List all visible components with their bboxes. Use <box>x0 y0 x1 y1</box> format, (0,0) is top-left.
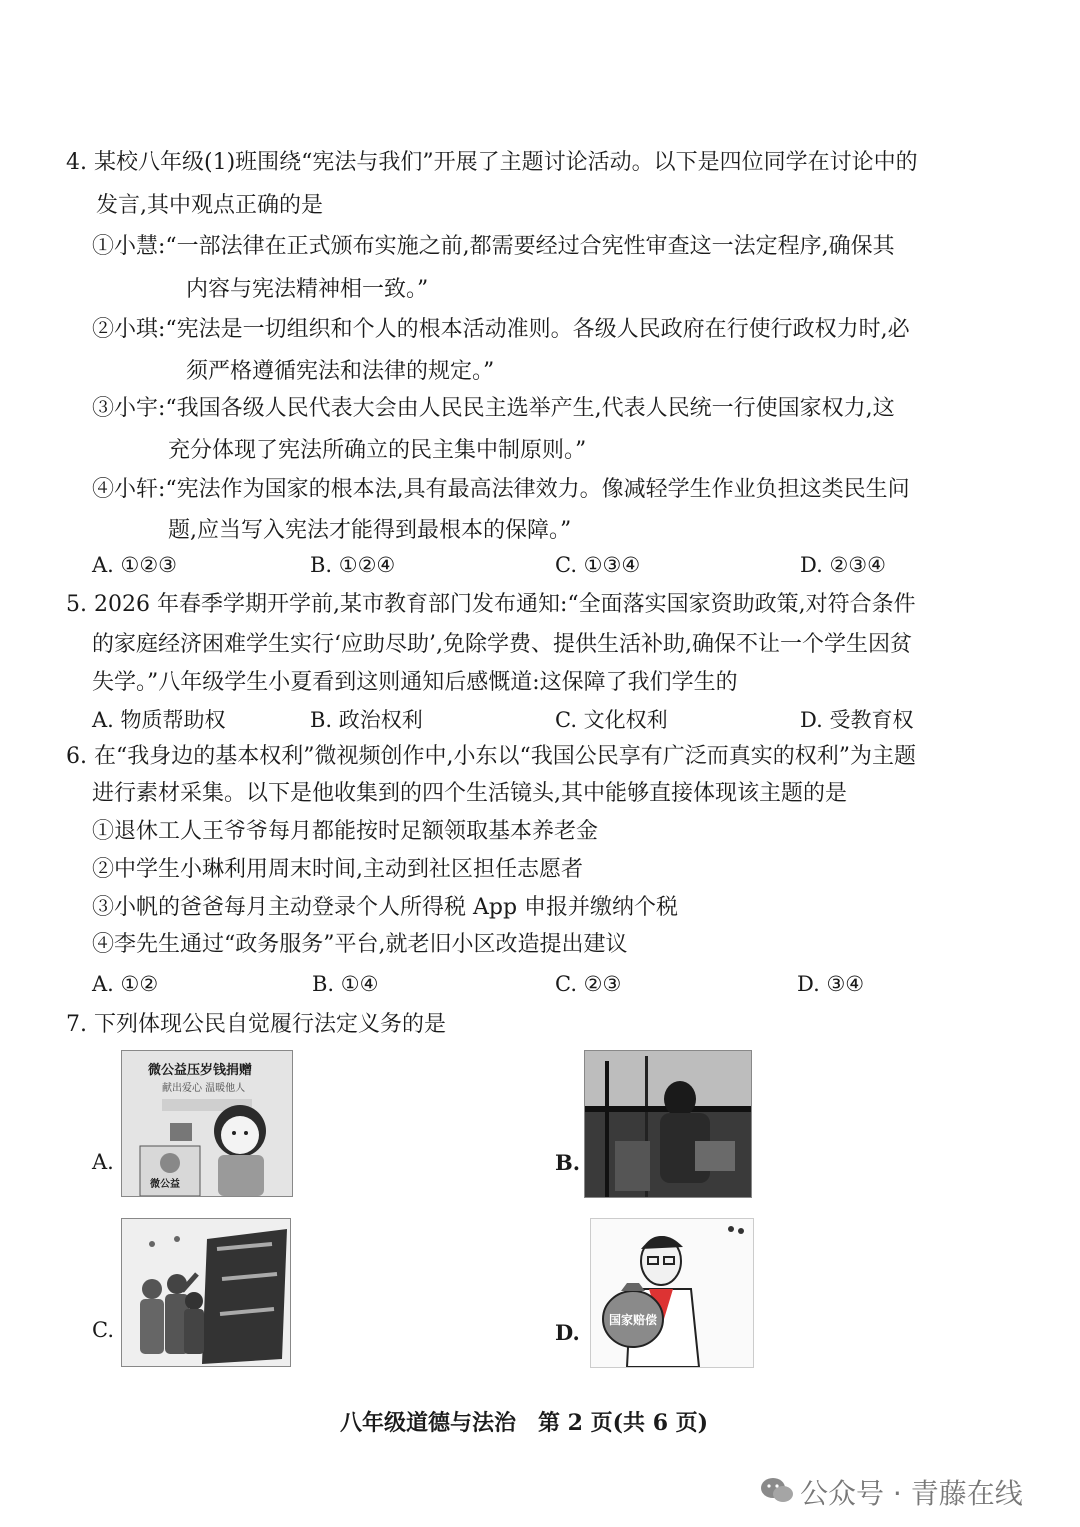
q5-line2: 的家庭经济困难学生实行‘应助尽助’,免除学费、提供生活补助,确保不让一个学生因贫 <box>92 632 912 657</box>
wechat-icon <box>760 1476 794 1510</box>
q7-label-c[interactable]: C. <box>92 1318 114 1342</box>
q4-statement-4-cont: 题,应当写入宪法才能得到最根本的保障。” <box>168 518 572 543</box>
q7-figure-a-title: 微公益压岁钱捐赠 <box>148 1063 253 1078</box>
q7-label-d[interactable]: D. <box>555 1320 580 1345</box>
q7-figure-c-salute-illustration[interactable] <box>121 1218 291 1367</box>
q6-option-c[interactable]: C. ②③ <box>555 972 622 996</box>
q5-line3: 失学。”八年级学生小夏看到这则通知后感慨道:这保障了我们学生的 <box>92 670 738 695</box>
q4-option-b[interactable]: B. ①②④ <box>310 553 396 577</box>
q4-statement-2-cont: 须严格遵循宪法和法律的规定。” <box>186 359 495 384</box>
q7-figure-a-box-label: 微公益 <box>150 1179 180 1190</box>
q7-figure-a-subtitle: 献出爱心 温暖他人 <box>162 1083 246 1094</box>
q4-statement-3-cont: 充分体现了宪法所确立的民主集中制原则。” <box>168 438 587 463</box>
q5-option-c[interactable]: C. 文化权利 <box>555 708 668 732</box>
q6-item-4: ④李先生通过“政务服务”平台,就老旧小区改造提出建议 <box>92 932 628 957</box>
q5-option-a[interactable]: A. 物质帮助权 <box>92 708 226 732</box>
q4-statement-1-cont: 内容与宪法精神相一致。” <box>186 277 429 302</box>
q6-line1: 6. 在“我身边的基本权利”微视频创作中,小东以“我国公民享有广泛而真实的权利”为主题 <box>66 744 916 769</box>
q4-option-c[interactable]: C. ①③④ <box>555 553 641 577</box>
q7-figure-a-donation-illustration[interactable] <box>121 1050 293 1197</box>
q6-option-d[interactable]: D. ③④ <box>797 972 865 996</box>
q6-option-a[interactable]: A. ①② <box>92 972 159 996</box>
q4-option-a[interactable]: A. ①②③ <box>92 553 177 577</box>
q5-option-b[interactable]: B. 政治权利 <box>310 708 423 732</box>
q4-statement-1: ①小慧:“一部法律在正式颁布实施之前,都需要经过合宪性审查这一法定程序,确保其 <box>92 234 895 259</box>
q4-statement-2: ②小琪:“宪法是一切组织和个人的根本活动准则。各级人民政府在行使行政权力时,必 <box>92 317 910 342</box>
q7-figure-d-bag-label: 国家赔偿 <box>609 1313 658 1327</box>
q6-item-2: ②中学生小琳利用周末时间,主动到社区担任志愿者 <box>92 857 583 882</box>
watermark-text: 公众号 · 青藤在线 <box>800 1477 1023 1510</box>
q5-line1: 5. 2026 年春季学期开学前,某市教育部门发布通知:“全面落实国家资助政策,对符合条件 <box>66 592 916 617</box>
q4-statement-4: ④小轩:“宪法作为国家的根本法,具有最高法律效力。像减轻学生作业负担这类民生问 <box>92 477 910 502</box>
q4-stem-line2: 发言,其中观点正确的是 <box>96 193 323 218</box>
q6-line2: 进行素材采集。以下是他收集到的四个生活镜头,其中能够直接体现该主题的是 <box>92 781 847 806</box>
q6-item-3: ③小帆的爸爸每月主动登录个人所得税 App 申报并缴纳个税 <box>92 895 679 920</box>
q4-option-d[interactable]: D. ②③④ <box>800 553 886 577</box>
q7-figure-b-bus-photo[interactable] <box>584 1050 752 1198</box>
q7-figure-d-compensation-cartoon[interactable] <box>590 1218 754 1368</box>
q7-stem: 7. 下列体现公民自觉履行法定义务的是 <box>66 1012 446 1037</box>
q7-label-b[interactable]: B. <box>555 1150 581 1175</box>
q5-option-d[interactable]: D. 受教育权 <box>800 708 914 732</box>
page-footer: 八年级道德与法治 第 2 页(共 6 页) <box>340 1410 709 1436</box>
q4-statement-3: ③小宇:“我国各级人民代表大会由人民民主选举产生,代表人民统一行使国家权力,这 <box>92 396 895 421</box>
q4-stem-line1: 4. 某校八年级(1)班围绕“宪法与我们”开展了主题讨论活动。以下是四位同学在讨论中的 <box>66 150 918 175</box>
q7-label-a[interactable]: A. <box>92 1150 114 1174</box>
q6-item-1: ①退休工人王爷爷每月都能按时足额领取基本养老金 <box>92 819 599 844</box>
q6-option-b[interactable]: B. ①④ <box>312 972 379 996</box>
